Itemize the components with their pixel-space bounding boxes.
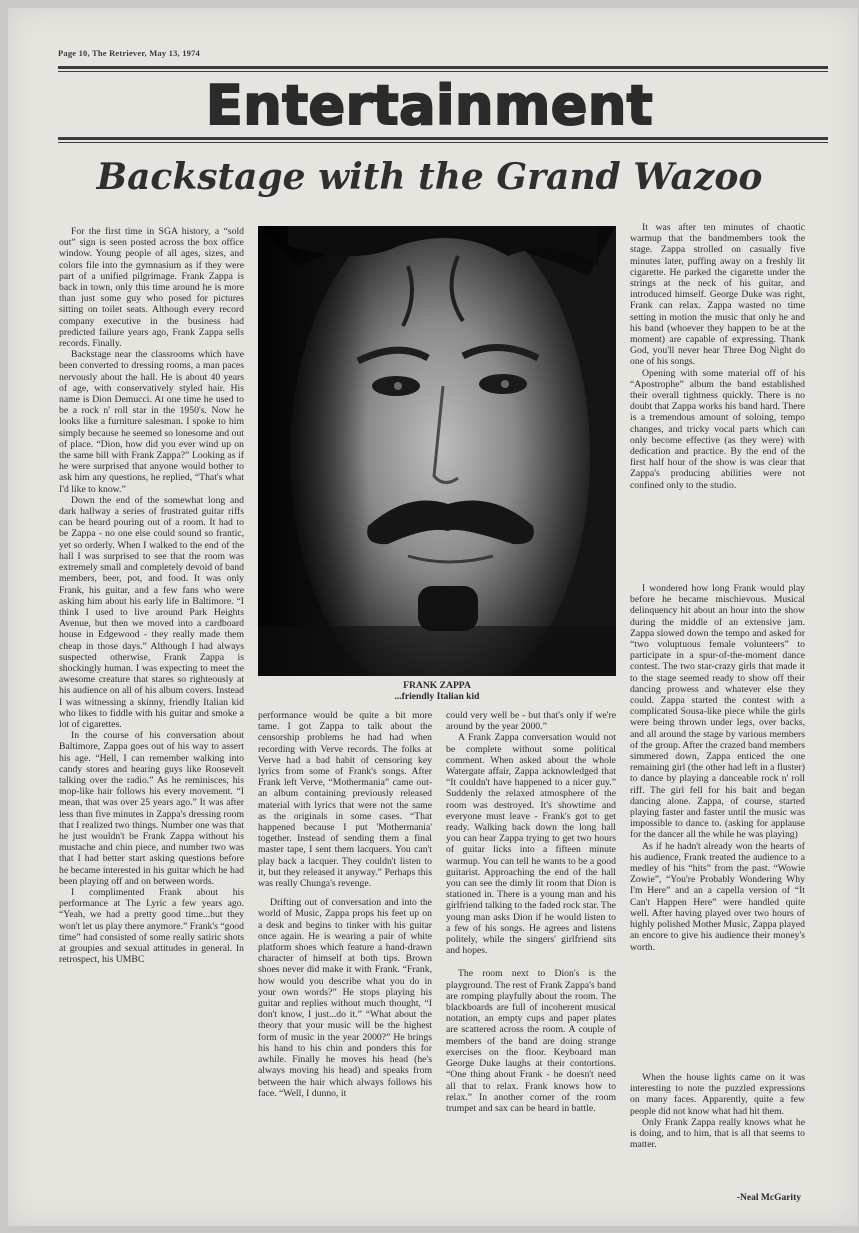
article-column-1 [59,226,244,1192]
paragraph: could very well be - but that's only if we're around by the year 2000.” [446,710,616,733]
article-column-2 [258,710,432,1192]
paragraph: Drifting out of conversation and into the world of Music, Zappa props his feet up on a desk and begins to tinker with his guitar once again. He is wearing a pair of white platform shoes which feature a hand-drawn character of himself at both tips. Brown shoes never did make it with Frank. “Frank, how would you describe what you do in your own words?” He stops playing his guitar and replies without much thought, “I don't know, I just...do it.” “What about the theory that your music will be the highest form of music in the year 2000?” He brings his hand to his chin and ponders this for awhile. Finally he moves his head (he's always moving his head) and speaks from between the hair which always follows his face. “Well, I dunno, it [258,897,432,1099]
article-headline: Backstage with the Grand Wazoo [96,156,763,198]
paragraph: When the house lights came on it was interesting to note the puzzled expressions on many faces. Apparently, quite a few people did not know what had hit them. [630,1072,805,1117]
banner-rule [58,137,828,140]
top-rule [58,66,828,69]
article-column-4-middle [630,583,805,1053]
paragraph: For the first time in SGA history, a “sold out” sign is seen posted across the box office window. Young people of all ages, sizes, and colors file into the gymnasium as if they were part of a unified pilgrimage. Frank Zappa is back in town, only this time around he is more than just some guy who posed for pictures sitting on toilet seats. Although every record company executive in the business had predicted failure years ago, Frank Zappa sells records. Finally. [59,226,244,350]
photo-caption [258,680,616,702]
paragraph: In the course of his conversation about Baltimore, Zappa goes out of his way to assert his age. “Hell, I can remember walking into candy stores and hearing guys like Roosevelt talking over the radio.” As he reminisces, his mop-like hair follows his every movement. “I mean, that was over 25 years ago.” It was after less than five minutes in Zappa's dressing room that I realized two things. Number one was that he just wouldn't be Frank Zappa without his mustache and chin piece, and number two was that I had better start asking questions before he became interested in his guitar which he had been playing off and on between words. [59,730,244,887]
page-folio: Page 10, The Retriever, May 13, 1974 [58,48,200,58]
caption-subtitle: ...friendly Italian kid [394,691,480,702]
paragraph: Down the end of the somewhat long and dark hallway a series of frustrated guitar riffs can be heard pouring out of a room. It had to be Zappa - no one else could sound so frantic, yet so orderly. When I walked to the end of the hall I was surprised to see that the room was extremely small and completely devoid of band members, beer, pot, and food. It was only Frank, his guitar, and a few fans who were asking him about his early life in Baltimore. “I think I used to live around Park Heights Avenue, but then we moved into a cardboard house in Edgewood - they really made them cheap in those days.” Although I had always suspected otherwise, Frank Zappa is shockingly human. I was expecting to meet the awesome creature that stares so righteously at his audience on all of his album covers. Instead I was witnessing a skinny, friendly Italian kid who likes to fiddle with his guitar and smoke a lot of cigarettes. [59,494,244,730]
paragraph: It was after ten minutes of chaotic warmup that the bandmembers took the stage. Zappa strolled on casually five minutes later, puffing away on a freshly lit cigarette. He parked the cigarette under the strings at the neck of his guitar, and introduced himself. George Duke was right, Frank can relax. Zappa wasted no time setting in motion the music that only he and his band (whoever they happen to be at the moment) are capable of expressing. Thank God, you'll never hear Three Dog Night do one of his songs. [630,222,805,368]
paragraph: A Frank Zappa conversation would not be complete without some political comment. When asked about the whole Watergate affair, Zappa acknowledged that “It couldn't have happened to a nicer guy.” Suddenly the relaxed atmosphere of the room was destroyed. It's showtime and everyone must leave - Frank's got to get ready. Walking back down the long hall you can hear Zappa trying to get two hours of guitar licks into a fifteen minute warmup. You can tell he wants to be a good guitarist. Approaching the end of the hall you can see the dimly lit room that Dion is stationed in. There is a young man and his girlfriend talking to the faded rock star. The young man asks Dion if he would listen to a few of his songs. He agrees and listens politely, while the singers' girlfriend sits and hopes. [446,732,616,957]
paragraph: The room next to Dion's is the playground. The rest of Frank Zappa's band are romping playfully about the room. The blackboards are full of incoherent musical notation, an empty cups and paper plates are scattered across the room. A couple of members of the band are doing strange exercises on the floor. Keyboard man George Duke laughs at their contortions. “One thing about Frank - he doesn't need all that to relax. Frank knows how to relax.” In another corner of the room trumpet and sax can be heard in battle. [446,968,616,1114]
article-byline: -Neal McGarity [736,1193,801,1203]
portrait-photo [258,226,616,676]
caption-name: FRANK ZAPPA [403,680,471,691]
article-column-4-top [630,222,805,552]
top-rule-thin [58,71,828,72]
article-column-4-bottom [630,1072,805,1190]
banner-rule-thin [58,142,828,143]
paragraph: I complimented Frank about his performance at The Lyric a few years ago. “Yeah, we had a pretty good time...but they won't let us play there anymore.” Frank's “good time” had consisted of some really satiric shots at groupies and sexual attitudes in general. In retrospect, his UMBC [59,886,244,966]
paragraph: performance would be quite a bit more tame. I got Zappa to talk about the censorship problems he had had when recording with Verve records. The folks at Verve had a bad habit of censoring key lyrics from some of Frank's songs. After Frank left Verve, “Mothermania” came out-an album containing previously released material with lyrics that were not the same as the originals in some cases. “That happened because I put 'Mothermania' together. Instead of sending them a final master tape, I sent them lacquers. You can't play back a lacquer. They couldn't listen to it, but they released it anyway.” Perhaps this was really Chunga's revenge. [258,710,432,890]
paragraph: Opening with some material off of his “Apostrophe” album the band established their overall tightness quickly. There is no doubt that Zappa works his band hard. There is a tremendous amount of soloing, tempo changes, and tricky vocal parts which can only become effective (as they were) with dedication and practice. By the end of the first half hour of the show is was clear that Zappa's producing abilities were not confined only to the studio. [630,367,805,491]
paragraph: Only Frank Zappa really knows what he is doing, and to him, that is all that seems to matter. [630,1116,805,1151]
frank-zappa-portrait-image [258,226,616,676]
article-column-3 [446,710,616,1192]
paragraph: Backstage near the classrooms which have been converted to dressing rooms, a man paces nervously about the hall. He is about 40 years of age, with conservatively styled hair. His name is Dion Demucci. At one time he used to be a rock n' roll star in the 1950's. Now he looks like a furniture salesman. I spoke to him simply because he seemed so lonesome and out of place. “Dion, how did you ever wind up on the same bill with Frank Zappa?” Looking as if he were surprised that anyone would bother to ask him any questions, he replied, “That's what I'd like to know.” [59,349,244,495]
section-banner: Entertainment [205,74,654,137]
paragraph: As if he hadn't already won the hearts of his audience, Frank treated the audience to a medley of his “hits” from the past. “Wowie Zowie”, “You're Probably Wondering Why I'm Here” and an a capella version of “It Can't Happen Here” were handled quite well. After having played over two hours of highly polished Mother Music, Zappa played an encore to give his audience their money's worth. [630,840,805,953]
paragraph: I wondered how long Frank would play before he became mischievous. Musical delinquency hit about an hour into the show during the middle of an extensive jam. Zappa slowed down the tempo and asked for “two voluptuous female volunteers” to participate in a spur-of-the-moment dance contest. The two star-crazy girls that made it to the stage seemed ready to show off their dancing prowess and whatever else they could. Zappa started the contest with a complicated Sousa-like piece while the girls were being thrown under legs, over backs, and all around the stage by various members of the group. After the crazed band members simmered down, Zappa enticed the one remaining girl (the other had left in a fluster) to dance by playing a danceable rock n' roll riff. The girl fell for his bait and began dancing alone. Zappa, of course, started playing faster and faster until the music was impossible to dance to. (asking for applause for the dancer all the while he was playing) [630,583,805,841]
